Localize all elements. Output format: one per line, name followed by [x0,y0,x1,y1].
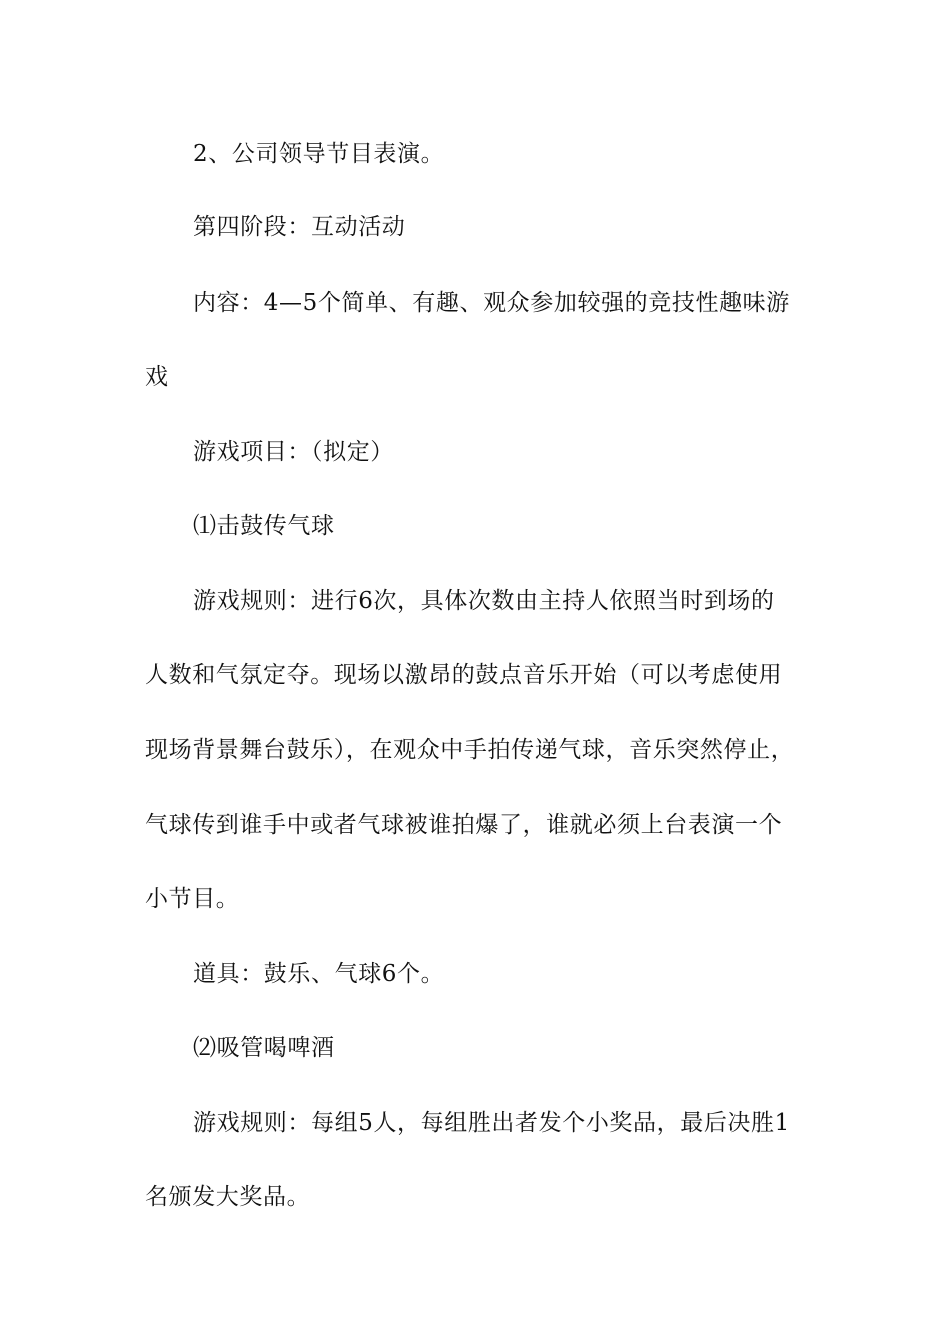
section-heading: 第四阶段：互动活动 [193,214,406,240]
paragraph-line: 2、公司领导节目表演。 [193,141,445,167]
paragraph-line: 小节目。 [145,886,240,912]
paragraph-line: 戏 [145,364,169,390]
paragraph-line: 游戏规则：进行6次，具体次数由主持人依照当时到场的 [193,588,775,614]
game-title: ⑵吸管喝啤酒 [193,1035,335,1061]
paragraph-line: 人数和气氛定夺。现场以激昂的鼓点音乐开始（可以考虑使用 [145,662,783,688]
paragraph-line: 现场背景舞台鼓乐），在观众中手拍传递气球，音乐突然停止， [145,737,795,763]
game-title: ⑴击鼓传气球 [193,513,335,539]
paragraph-line: 道具：鼓乐、气球6个。 [193,961,445,987]
paragraph-line: 内容：4—5个简单、有趣、观众参加较强的竞技性趣味游 [193,290,790,316]
paragraph-line: 名颁发大奖品。 [145,1184,311,1210]
paragraph-line: 游戏规则：每组5人，每组胜出者发个小奖品，最后决胜1 [193,1110,790,1136]
paragraph-line: 游戏项目：（拟定） [193,439,394,465]
paragraph-line: 气球传到谁手中或者气球被谁拍爆了，谁就必须上台表演一个 [145,812,783,838]
